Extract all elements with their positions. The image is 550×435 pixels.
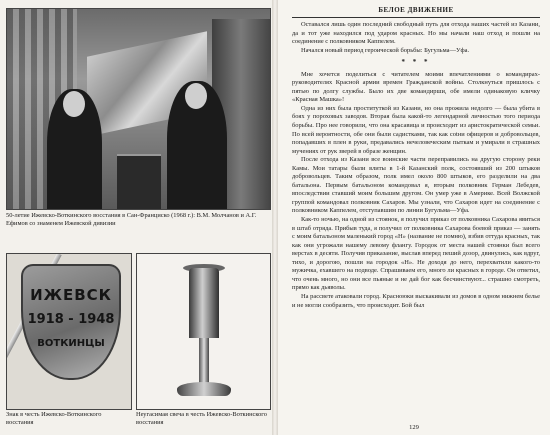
paragraph: После отхода из Казани все воинские части переправились на другую сторону реки Камы. Мои татары были влиты в 1-й Казанский полк, состоявший из 200 штыков добровольцев. Таким образом, полк имел около 800 штыков, его разделили на два батальона. Первым батальоном командовал я, вторым полковник Герман Лебедев, впоследствии ставший моим большим другом. Он умер уже в Америке. Всей Волжской группой командовал полковник Сахаров. Мы узнали, что Сахаров идет на соединение с полковником Каппелем, отступавшим по линии Бугульма—Уфа.: [292, 156, 540, 215]
candle-body: [189, 268, 219, 338]
paragraph: Одна из них была проституткой из Казани, но она прожила недолго — была убита в боях у пороховых заводов. Вторая была какой-то легендарной личностью того периода борьбы. Про нее говорили, что она красавица и происходит из аристократической семьи. По всей вероятности, обе они были садистками, так как соtни офицеров и добровольцев, попадавших в плен в руки, предавались нечеловеческим пыткам и умирали в страшных мучениях от рук зверей в образе женщин.: [292, 104, 540, 155]
candle-caption: Неугасимая свеча в честь Ижевско-Воткинского восстания: [136, 411, 267, 427]
paragraph: Начался новый период героической борьбы: Бугульма—Уфа.: [301, 46, 470, 54]
right-page: [278, 0, 550, 435]
shield-text-line1: ИЖЕВСК: [30, 286, 112, 304]
shield-image: [21, 264, 121, 380]
podium-image: [117, 154, 161, 210]
person-head-right: [185, 83, 207, 109]
page-number: 129: [409, 424, 419, 431]
paragraph: Оставался лишь один последний свободный путь для отхода наших частей из Казани, да и тот уже находился под ударом красных. Но мы начали наш отход и пошли на соединение с полковником Каппелем.: [292, 21, 540, 46]
shield-badge-photo: [6, 253, 132, 410]
paragraph: Как-то ночью, на одной из стоянок, я получил приказ от полковника Сахарова явиться в штаб отряда. Прибыв туда, я получил от полковника Сахарова боевой приказ — занять с моим батальоном маленький город «Н» (название не помню), взбив оттуда красных, так как они угрожали нашему левому флангу. Городок от места нашей стоянки был всего верстах в десяти. Получив приказание, выслав вперед пеший дозор, двинулись, как вдруг, тихо, и дорогою, пошли на городок «Н». Не доходя до него, перехватили какого-то мужичка, ехавшего на подводе. Спрашиваем его, много ли красных в городе. Он ответил, что очень много, но они все пьяные и не дай бог как бесчинствуют... страшно смотреть, прямо как дьяволы.: [292, 216, 540, 292]
paragraph: Мне хочется поделиться с читателем моими впечатлениями о командирах-руководителях Красной армии времен Гражданской войны. Столкнуться пришлось с пятью по долгу службы. Было их две командирши, обе имели одинаковую кличку «Красная Машка»!: [292, 70, 540, 104]
left-page: [0, 0, 272, 435]
shield-caption: Знак в честь Ижевско-Воткинского восстания: [6, 411, 102, 427]
candle-stem: [199, 338, 209, 384]
running-head: БЕЛОЕ ДВИЖЕНИЕ: [292, 4, 540, 18]
photo-caption-top: 50-летие Ижевско-Воткинского восстания в Сан-Франциско (1968 г.): В.М. Молчанов и А.Г. Ефимов со знаменем Ижевской дивизии: [6, 212, 257, 228]
candle-photo: [136, 253, 271, 410]
paragraph: На рассвете атаковали город. Красноюки выскакивали из домов в одном нижнем белье и не могли сообразить, что происходит. Бой был: [292, 292, 540, 309]
anniversary-photo: [6, 8, 271, 210]
candle-base: [177, 382, 231, 396]
body-text: [292, 21, 540, 310]
shield-text-line3: ВОТКИНЦЫ: [37, 338, 105, 349]
section-divider-stars: * * *: [401, 58, 431, 67]
person-head-left: [63, 91, 85, 117]
shield-text-line2: 1918 - 1948: [27, 312, 115, 327]
